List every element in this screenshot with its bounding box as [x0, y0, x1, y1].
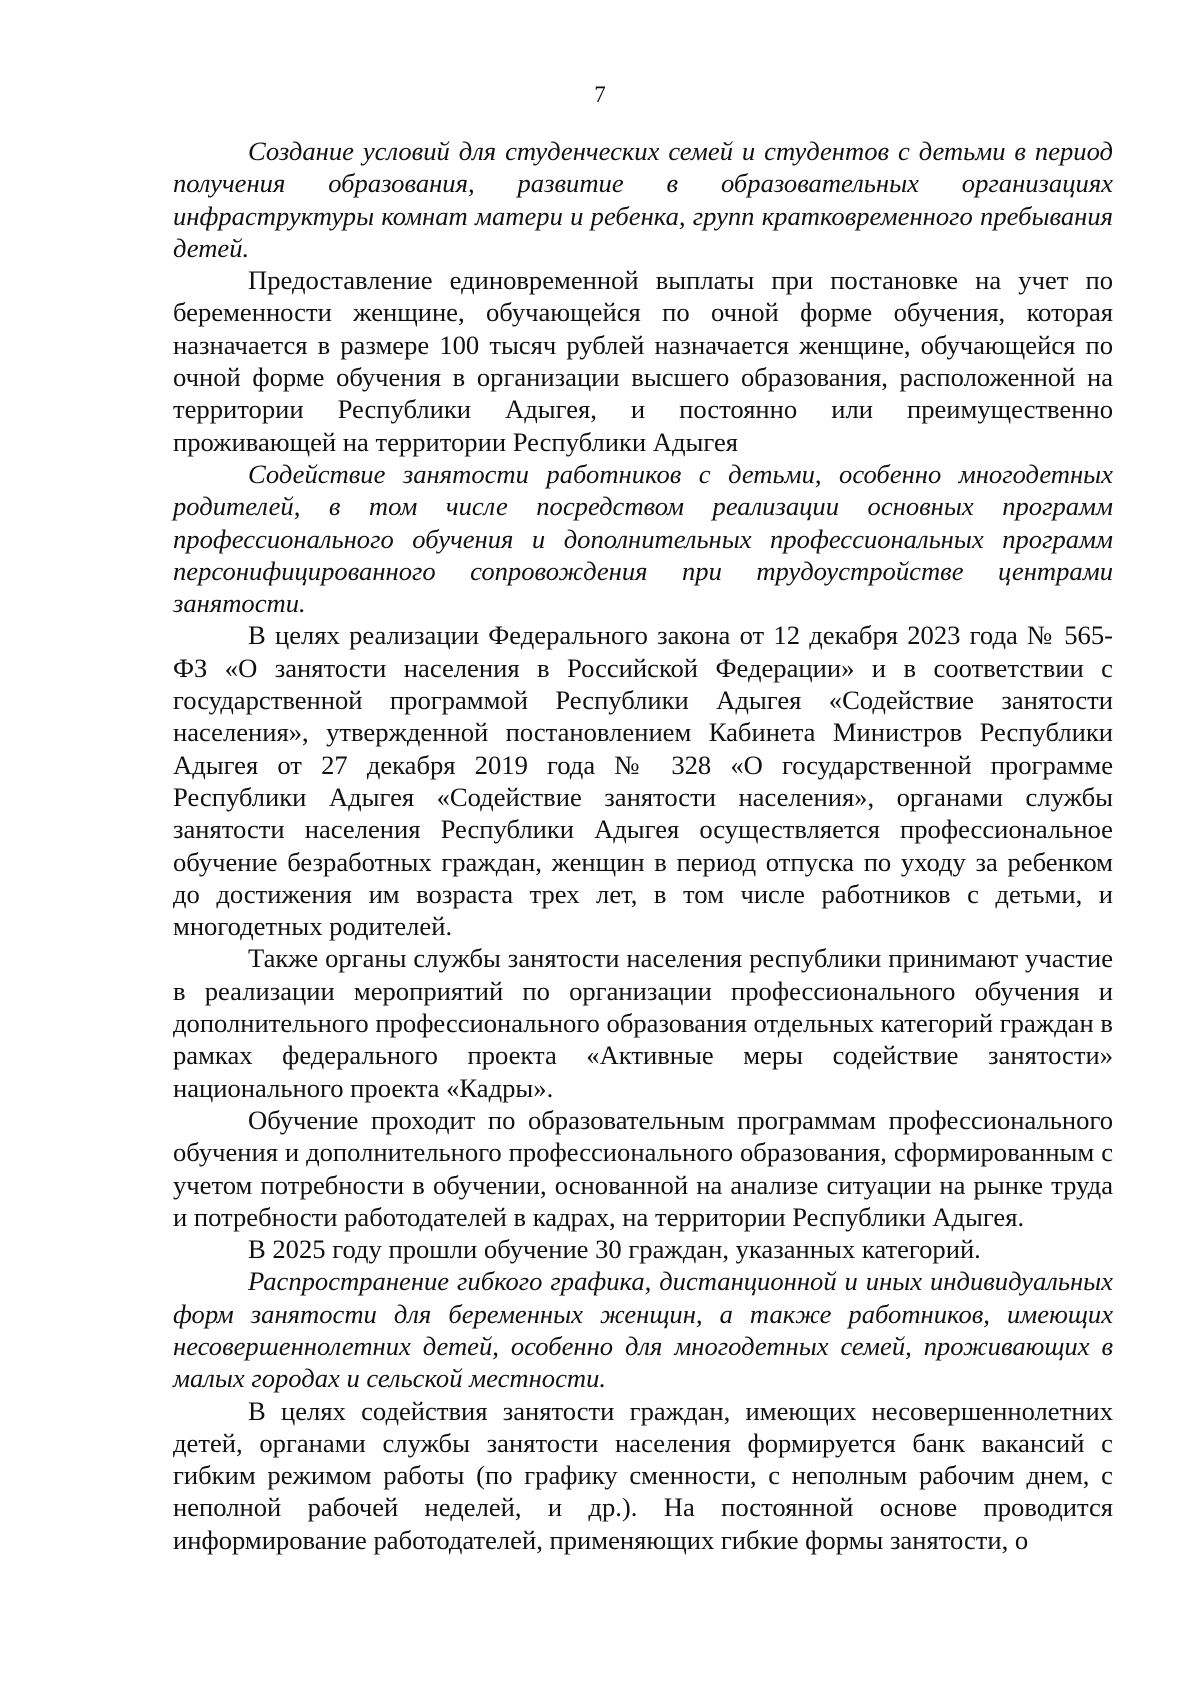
paragraph-flexible-schedule-heading: Распространение гибкого графика, дистанционной и иных индивидуальных форм занятости для беременных женщин, а также работников, имеющих несовершеннолетних детей, особенно для многодетных семей, проживающих в малых городах и сельской местности.: [173, 1266, 1113, 1394]
page-number: 7: [594, 82, 606, 107]
paragraph-training-programs: Обучение проходит по образовательным программам профессионального обучения и дополнительного профессионального образования, сформированным с учетом потребности в обучении, основанной на анализе ситуации на рынке труда и потребности работодателей в кадрах, на территории Республики Адыгея.: [173, 1104, 1113, 1232]
paragraph-vacancy-bank: В целях содействия занятости граждан, имеющих несовершеннолетних детей, органами службы занятости населения формируется банк вакансий с гибким режимом работы (по графику сменности, с неполным рабочим днем, с неполной рабочей неделей, и др.). На постоянной основе проводится информирование работодателей, применяющих гибкие формы занятости, о: [173, 1395, 1113, 1555]
document-body: [173, 135, 1113, 1556]
paragraph-employment-services: Также органы службы занятости населения республики принимают участие в реализации мероприятий по организации профессионального обучения и дополнительного профессионального образования отдельных категорий граждан в рамках федерального проекта «Активные меры содействие занятости» национального проекта «Кадры».: [173, 943, 1113, 1103]
paragraph-federal-law: В целях реализации Федерального закона от 12 декабря 2023 года № 565-ФЗ «О занятости населения в Российской Федерации» и в соответствии с государственной программой Республики Адыгея «Содействие занятости населения», утвержденной постановлением Кабинета Министров Республики Адыгея от 27 декабря 2019 года № 328 «О государственной программе Республики Адыгея «Содействие занятости населения», органами службы занятости населения Республики Адыгея осуществляется профессиональное обучение безработных граждан, женщин в период отпуска по уходу за ребенком до достижения им возраста трех лет, в том числе работников с детьми, и многодетных родителей.: [173, 620, 1113, 942]
paragraph-student-families-heading: Создание условий для студенческих семей и студентов с детьми в период получения образования, развитие в образовательных организациях инфраструктуры комнат матери и ребенка, групп кратковременного пребывания детей.: [173, 136, 1113, 263]
paragraph-employment-assistance-heading: Содействие занятости работников с детьми, особенно многодетных родителей, в том числе посредством реализации основных программ профессионального обучения и дополнительных профессиональных программ персонифицированного сопровождения при трудоустройстве центрами занятости.: [173, 458, 1113, 619]
paragraph-one-time-payment: Предоставление единовременной выплаты при постановке на учет по беременности женщине, обучающейся по очной форме обучения, которая назначается в размере 100 тысяч рублей назначается женщине, обучающейся по очной форме обучения в организации высшего образования, расположенной на территории Республики Адыгея, и постоянно или преимущественно проживающей на территории Республики Адыгея: [173, 265, 1113, 457]
paragraph-2025-training: В 2025 году прошли обучение 30 граждан, указанных категорий.: [248, 1234, 981, 1265]
